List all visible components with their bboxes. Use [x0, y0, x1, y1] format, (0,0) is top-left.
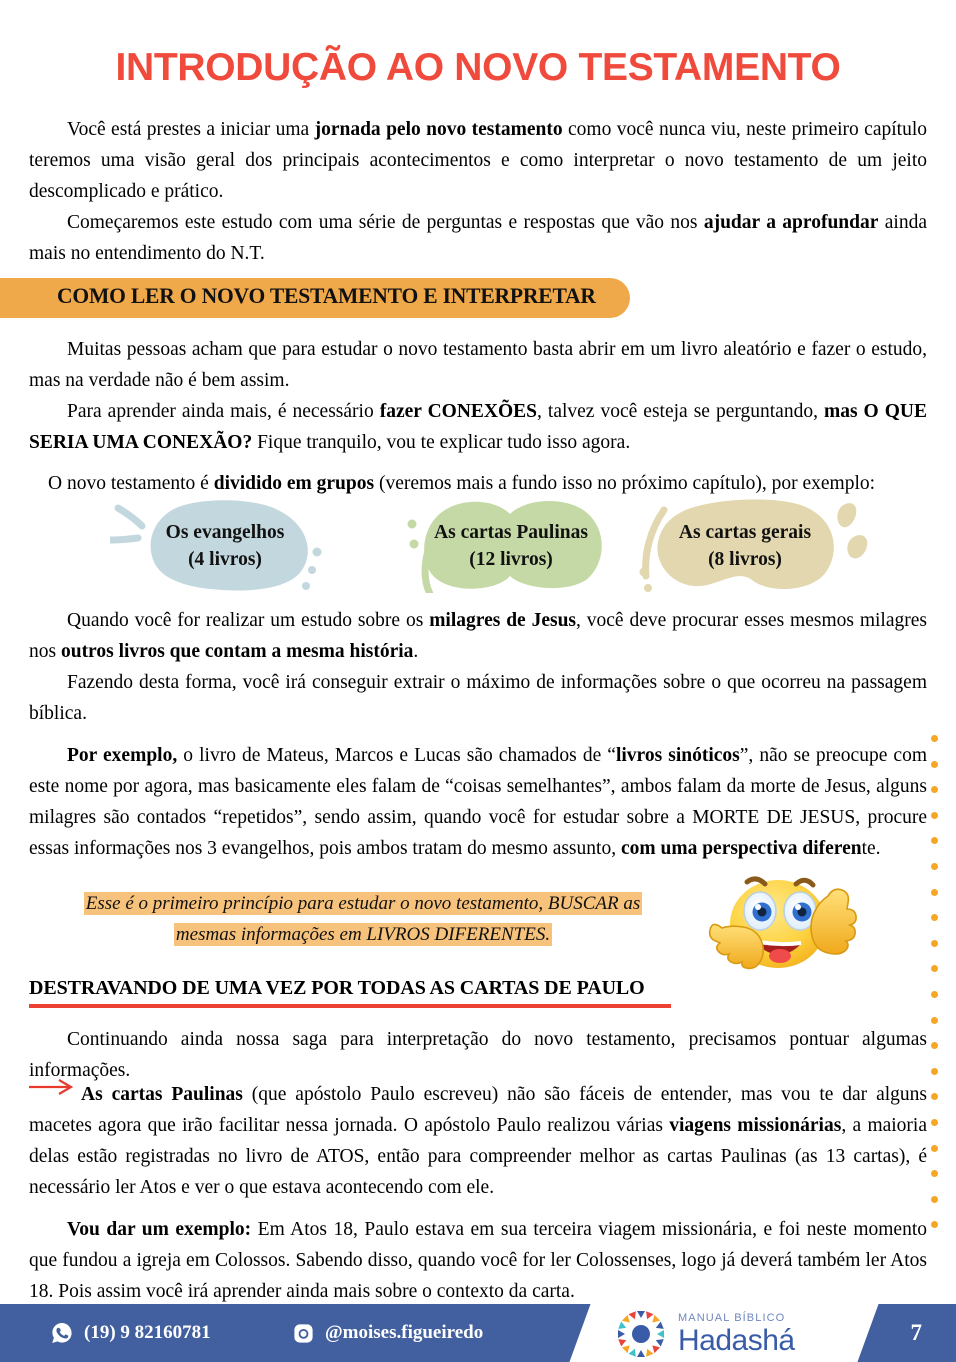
- section2-paragraph-1: [29, 605, 927, 667]
- group-blob-evangelhos-text: [166, 519, 285, 573]
- group-blob-paulinas-text: [434, 519, 588, 573]
- s2-p1-part1: Quando você for realizar um estudo sobre os: [67, 610, 430, 631]
- callout-line-2: mesmas informações em LIVROS DIFERENTES.: [175, 924, 551, 945]
- s1-p2-part3: Fique tranquilo, vou te explicar tudo isso agora.: [252, 432, 631, 453]
- section3-paragraph-3: [29, 1214, 927, 1307]
- intro-p1-bold: jornada pelo novo testamento: [314, 119, 563, 140]
- decoration-dot: [931, 1093, 938, 1100]
- group-count-1: (12 livros): [469, 548, 553, 570]
- intro-p2-bold: ajudar a aprofundar: [703, 212, 879, 233]
- section1-paragraphs: [29, 334, 927, 458]
- decoration-dot: [931, 1145, 938, 1152]
- brand-superlabel: MANUAL BÍBLICO: [678, 1311, 786, 1324]
- group-blob-paulinas: [390, 498, 632, 593]
- section3-paragraph-1-wrap: [29, 1024, 927, 1086]
- groups-lead-text: [48, 468, 908, 499]
- decoration-dot: [931, 786, 938, 793]
- s3-p2-part2: , a maioria delas estão registradas no livro de ATOS, então para compreender melhor as cartas Paulinas (as 13 cartas), é necessário ler Atos e ver o que estava acontecendo com ele.: [29, 1115, 928, 1198]
- group-blob-gerais-text: [679, 519, 811, 573]
- groups-lead-line: [48, 468, 908, 499]
- intro-paragraph-2: [29, 207, 927, 269]
- decoration-dot: [931, 991, 938, 998]
- section3-paragraph-2: [29, 1079, 927, 1203]
- brand-name: Hadashá: [678, 1323, 795, 1357]
- brand-logo: [612, 1307, 795, 1361]
- groups-lead-bold: dividido em grupos: [213, 473, 375, 494]
- section2-paragraph-2: Fazendo desta forma, você irá conseguir extrair o máximo de informações sobre o que ocorreu na passagem bíblica.: [29, 672, 927, 724]
- decoration-dot: [931, 761, 938, 768]
- s3-p2-part1: (que apóstolo Paulo escreveu) não são fáceis de entender, mas vou te dar alguns macetes agora que irão facilitar nessa jornada. O apóstolo Paulo realizou várias: [29, 1084, 927, 1136]
- group-name-1: As cartas Paulinas: [434, 521, 588, 543]
- section-banner-label: COMO LER O NOVO TESTAMENTO E INTERPRETAR: [57, 283, 596, 308]
- decoration-dot: [931, 965, 938, 972]
- group-blob-evangelhos: [110, 500, 340, 592]
- decoration-dot: [931, 889, 938, 896]
- instagram-icon: [292, 1322, 315, 1345]
- decoration-dot: [931, 863, 938, 870]
- callout-line-1: Esse é o primeiro princípio para estudar o novo testamento, BUSCAR as: [85, 893, 641, 914]
- groups-lead-part2: (veremos mais a fundo isso no próximo capítulo), por exemplo:: [374, 473, 876, 494]
- footer-phone-contact[interactable]: [50, 1304, 211, 1362]
- decoration-dot: [931, 735, 938, 742]
- section3-heading: DESTRAVANDO DE UMA VEZ POR TODAS AS CARTAS DE PAULO: [29, 977, 645, 999]
- s2-p3-bold3: com uma perspectiva diferen: [620, 838, 862, 859]
- section2-paragraphs: [29, 605, 927, 729]
- decoration-dot: [931, 1221, 938, 1228]
- decoration-dot: [931, 1119, 938, 1126]
- s2-p3-part2: ”, não se preocupe com este nome por agora, mas basicamente eles falam de “coisas semelhantes”, ambos falam da morte de Jesus, alguns milagres são contados “repetidos”, sendo assim, quando você for estudar sobre a MORTE DE JESUS, procure essas informações nos 3 evangelhos, pois ambos tratam do mesmo assunto,: [29, 745, 928, 859]
- page-number: 7: [910, 1320, 922, 1345]
- decoration-dot: [931, 1017, 938, 1024]
- s2-p1-bold1: milagres de Jesus: [429, 610, 577, 631]
- groups-lead-part1: O novo testamento é: [48, 473, 214, 494]
- footer-instagram-handle: @moises.figueiredo: [325, 1322, 484, 1343]
- section2-example-paragraph: [29, 740, 927, 864]
- intro-p1-part2: como você nunca viu, neste primeiro capítulo teremos uma visão geral dos principais acontecimentos e como interpretar o novo testamento de um jeito descomplicado e prático.: [29, 119, 927, 202]
- section3-paragraph-2-wrap: [29, 1079, 927, 1203]
- section2-paragraph-3: [29, 740, 927, 864]
- footer-instagram-contact[interactable]: [292, 1304, 483, 1362]
- s2-p3-part3: te.: [861, 838, 881, 859]
- smiley-thumbs-up-svg: [692, 866, 862, 974]
- decoration-dot: [931, 1170, 938, 1177]
- section1-paragraph-1: Muitas pessoas acham que para estudar o novo testamento basta abrir em um livro aleatório e fazer o estudo, mas na verdade não é bem assim.: [29, 339, 927, 391]
- intro-p2-part2: ainda mais no entendimento do N.T.: [29, 212, 927, 264]
- s3-p3-text: Em Atos 18, Paulo estava em sua terceira viagem missionária, e foi neste momento que fundou a igreja em Colossos. Sabendo disso, quando você for ler Colossenses, logo já deverá também ler Atos 18. Pois assim você irá aprender ainda mais sobre o contexto da carta.: [29, 1219, 927, 1302]
- dotted-margin-decoration: [931, 735, 938, 1228]
- group-count-0: (4 livros): [188, 549, 262, 570]
- s3-p2-bold2: viagens missionárias: [669, 1115, 842, 1136]
- group-name-0: Os evangelhos: [165, 522, 285, 543]
- s3-p3-bold: Vou dar um exemplo:: [67, 1219, 252, 1240]
- s1-p2-part2: , talvez você esteja se perguntando,: [537, 401, 824, 422]
- s2-p1-bold2: outros livros que contam a mesma história: [60, 641, 414, 662]
- smiley-thumbs-up-icon: [692, 866, 862, 974]
- section3-paragraph-3-wrap: [29, 1214, 927, 1307]
- intro-p1-part1: Você está prestes a iniciar uma: [67, 119, 315, 140]
- book-group-blobs: [0, 498, 956, 593]
- hadasha-burst-icon: [612, 1308, 670, 1360]
- intro-paragraphs: [29, 114, 927, 269]
- s2-p1-part3: .: [413, 641, 419, 662]
- section3-heading-rule: [29, 1004, 671, 1008]
- callout-highlight: [78, 888, 648, 950]
- section1-paragraph-2: [29, 396, 927, 458]
- s2-p3-bold2: livros sinóticos: [615, 745, 740, 766]
- s1-p2-bold2: mas O QUE SERIA UMA CONEXÃO?: [29, 401, 927, 453]
- decoration-dot: [931, 1068, 938, 1075]
- decoration-dot: [931, 812, 938, 819]
- footer-phone-number: (19) 9 82160781: [84, 1322, 211, 1343]
- s2-p3-bold1: Por exemplo,: [67, 745, 178, 766]
- intro-p2-part1: Começaremos este estudo com uma série de perguntas e respostas que vão nos: [67, 212, 704, 233]
- s2-p1-part2: , você deve procurar esses mesmos milagres nos: [29, 610, 927, 662]
- decoration-dot: [931, 837, 938, 844]
- decoration-dot: [931, 1042, 938, 1049]
- intro-paragraph-1: [29, 114, 927, 207]
- decoration-dot: [931, 914, 938, 921]
- group-blob-gerais: [620, 498, 870, 593]
- s1-p2-part1: Para aprender ainda mais, é necessário: [67, 401, 380, 422]
- whatsapp-icon: [50, 1321, 74, 1345]
- s3-p2-bold1: As cartas Paulinas: [81, 1084, 243, 1105]
- page-footer: [0, 1304, 956, 1362]
- s1-p2-bold1: fazer CONEXÕES: [379, 401, 538, 422]
- decoration-dot: [931, 940, 938, 947]
- decoration-dot: [931, 1196, 938, 1203]
- group-count-2: (8 livros): [708, 548, 782, 570]
- section3-paragraph-1: Continuando ainda nossa saga para interpretação do novo testamento, precisamos pontuar algumas informações.: [29, 1029, 927, 1081]
- group-name-2: As cartas gerais: [678, 521, 812, 543]
- brand-text: [678, 1313, 795, 1356]
- page-title: INTRODUÇÃO AO NOVO TESTAMENTO: [115, 46, 841, 89]
- s2-p3-part1: o livro de Mateus, Marcos e Lucas são chamados de “: [177, 745, 616, 766]
